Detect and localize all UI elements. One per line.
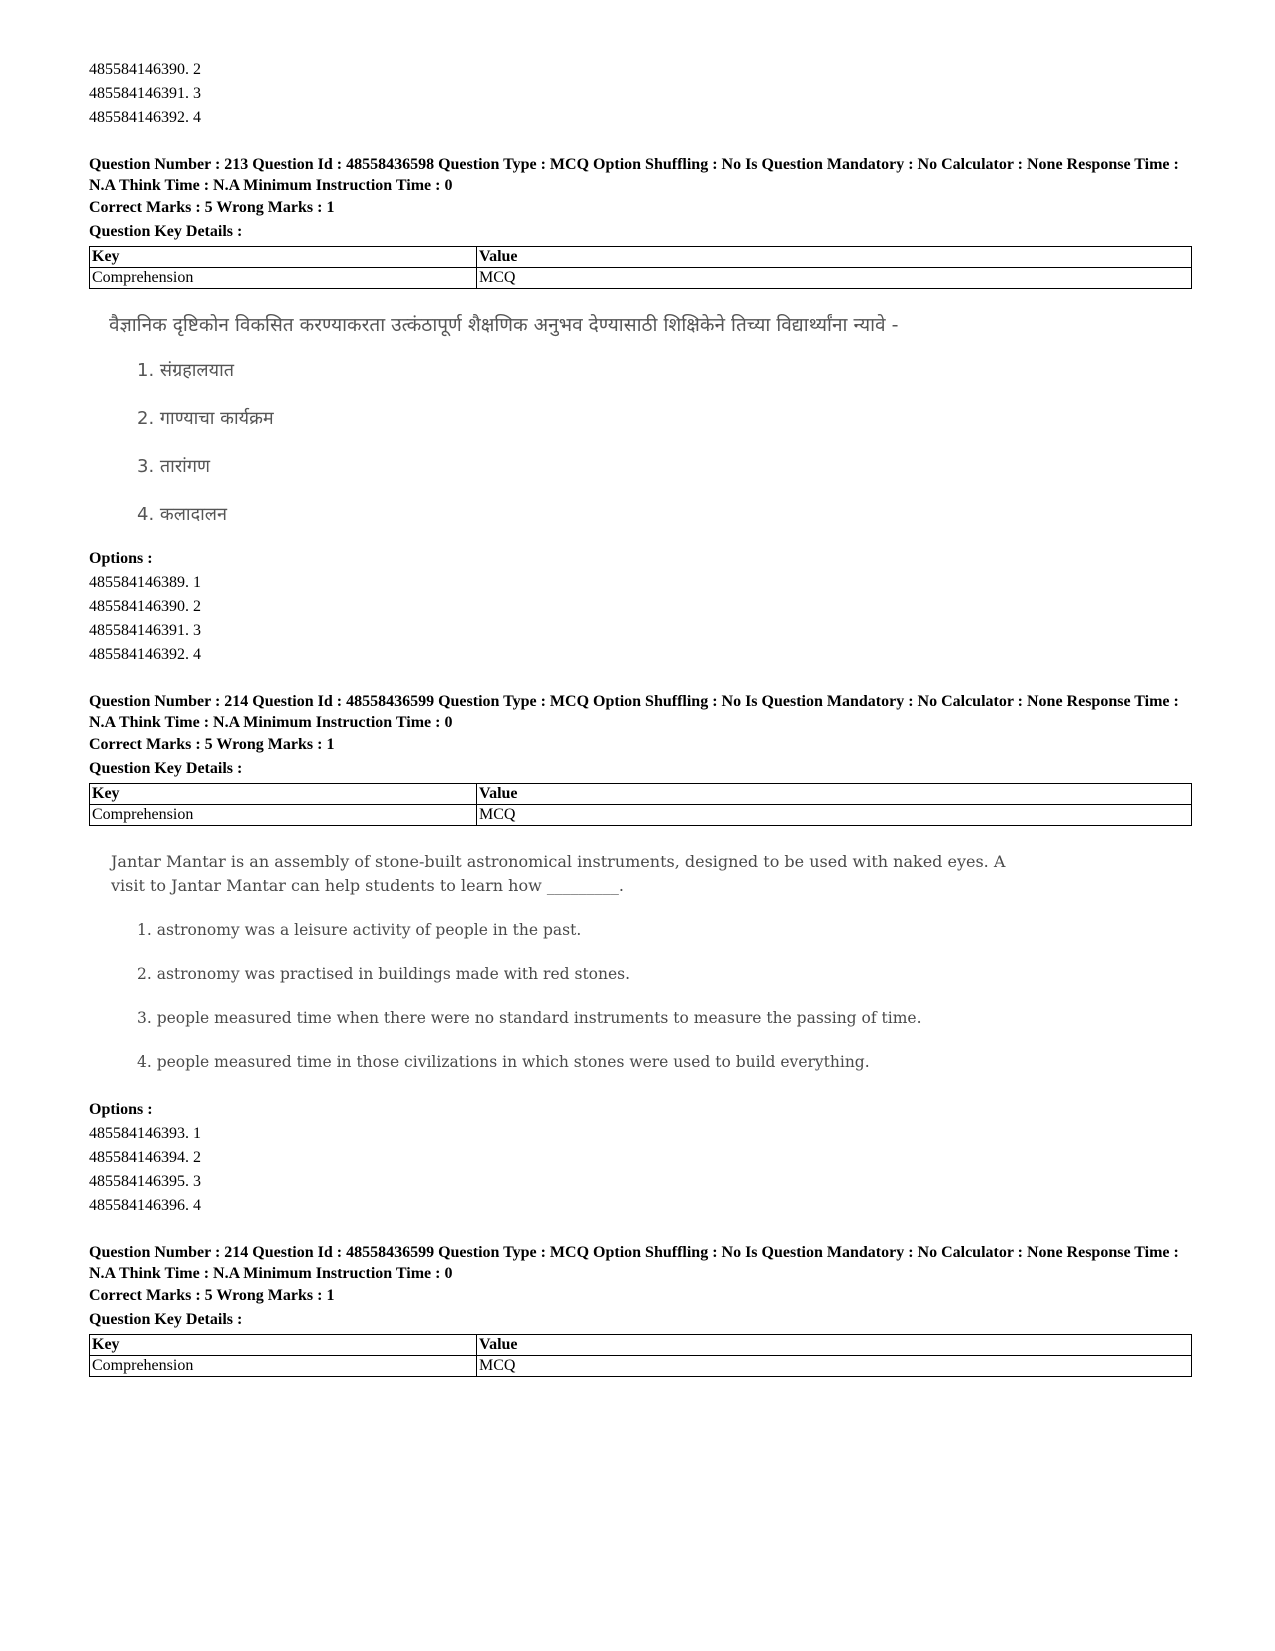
- document-page: [89, 58, 1192, 1377]
- key-header: Key: [90, 784, 477, 805]
- question-header: Question Number : 214 Question Id : 48558436599 Question Type : MCQ Option Shuffling : No Is Question Mandatory : No Calculator : None Response Time : N.A Think Time : N.A Minimum Instruction Time : 0: [89, 693, 1179, 731]
- question-stem-line: Jantar Mantar is an assembly of stone-built astronomical instruments, designed to be used with naked eyes. A: [111, 852, 1006, 871]
- option-line: 485584146391. 3: [89, 622, 201, 639]
- choice-item: 4. कलादालन: [137, 504, 227, 525]
- value-header: Value: [477, 1335, 1192, 1356]
- key-details-label: Question Key Details :: [89, 223, 243, 240]
- key-details-table: [89, 783, 1192, 826]
- marks-line: Correct Marks : 5 Wrong Marks : 1: [89, 736, 335, 753]
- question-stem-line: visit to Jantar Mantar can help students to learn how _________.: [111, 876, 624, 895]
- choice-item: 3. people measured time when there were no standard instruments to measure the passing of time.: [137, 1009, 922, 1027]
- marks-line: Correct Marks : 5 Wrong Marks : 1: [89, 1287, 335, 1304]
- key-cell: Comprehension: [90, 268, 477, 289]
- question-content: [89, 311, 1192, 529]
- value-header: Value: [477, 247, 1192, 268]
- option-line: 485584146390. 2: [89, 598, 201, 615]
- choice-item: 4. people measured time in those civilizations in which stones were used to build everything.: [137, 1053, 870, 1071]
- key-details-table: [89, 1334, 1192, 1377]
- question-214: [89, 691, 1192, 1218]
- option-line: 485584146390. 2: [89, 61, 201, 78]
- key-header: Key: [90, 1335, 477, 1356]
- question-stem: वैज्ञानिक दृष्टिकोन विकसित करण्याकरता उत्कंठापूर्ण शैक्षणिक अनुभव देण्यासाठी शिक्षिकेने तिच्या विद्यार्थ्यांना न्यावे -: [109, 314, 899, 336]
- question-header: Question Number : 214 Question Id : 48558436599 Question Type : MCQ Option Shuffling : No Is Question Mandatory : No Calculator : None Response Time : N.A Think Time : N.A Minimum Instruction Time : 0: [89, 1244, 1179, 1282]
- key-details-table: [89, 246, 1192, 289]
- value-cell: MCQ: [477, 1356, 1192, 1377]
- choice-item: 3. तारांगण: [137, 456, 210, 477]
- option-line: 485584146392. 4: [89, 109, 201, 126]
- option-line: 485584146391. 3: [89, 85, 201, 102]
- value-cell: MCQ: [477, 268, 1192, 289]
- question-header: Question Number : 213 Question Id : 48558436598 Question Type : MCQ Option Shuffling : No Is Question Mandatory : No Calculator : None Response Time : N.A Think Time : N.A Minimum Instruction Time : 0: [89, 156, 1179, 194]
- key-details-label: Question Key Details :: [89, 1311, 243, 1328]
- key-cell: Comprehension: [90, 1356, 477, 1377]
- options-label: Options :: [89, 1101, 153, 1118]
- option-line: 485584146389. 1: [89, 574, 201, 591]
- option-line: 485584146392. 4: [89, 646, 201, 663]
- key-cell: Comprehension: [90, 805, 477, 826]
- choice-item: 1. astronomy was a leisure activity of people in the past.: [137, 921, 582, 939]
- choice-item: 2. astronomy was practised in buildings made with red stones.: [137, 965, 631, 983]
- option-line: 485584146394. 2: [89, 1149, 201, 1166]
- question-content: [89, 850, 1192, 1074]
- value-cell: MCQ: [477, 805, 1192, 826]
- option-line: 485584146396. 4: [89, 1197, 201, 1214]
- value-header: Value: [477, 784, 1192, 805]
- choice-item: 1. संग्रहालयात: [137, 360, 235, 381]
- option-line: 485584146395. 3: [89, 1173, 201, 1190]
- question-213: [89, 154, 1192, 667]
- choice-item: 2. गाण्याचा कार्यक्रम: [137, 408, 274, 429]
- question-214-repeat: [89, 1242, 1192, 1377]
- option-line: 485584146393. 1: [89, 1125, 201, 1142]
- key-details-label: Question Key Details :: [89, 760, 243, 777]
- marks-line: Correct Marks : 5 Wrong Marks : 1: [89, 199, 335, 216]
- options-label: Options :: [89, 550, 153, 567]
- key-header: Key: [90, 247, 477, 268]
